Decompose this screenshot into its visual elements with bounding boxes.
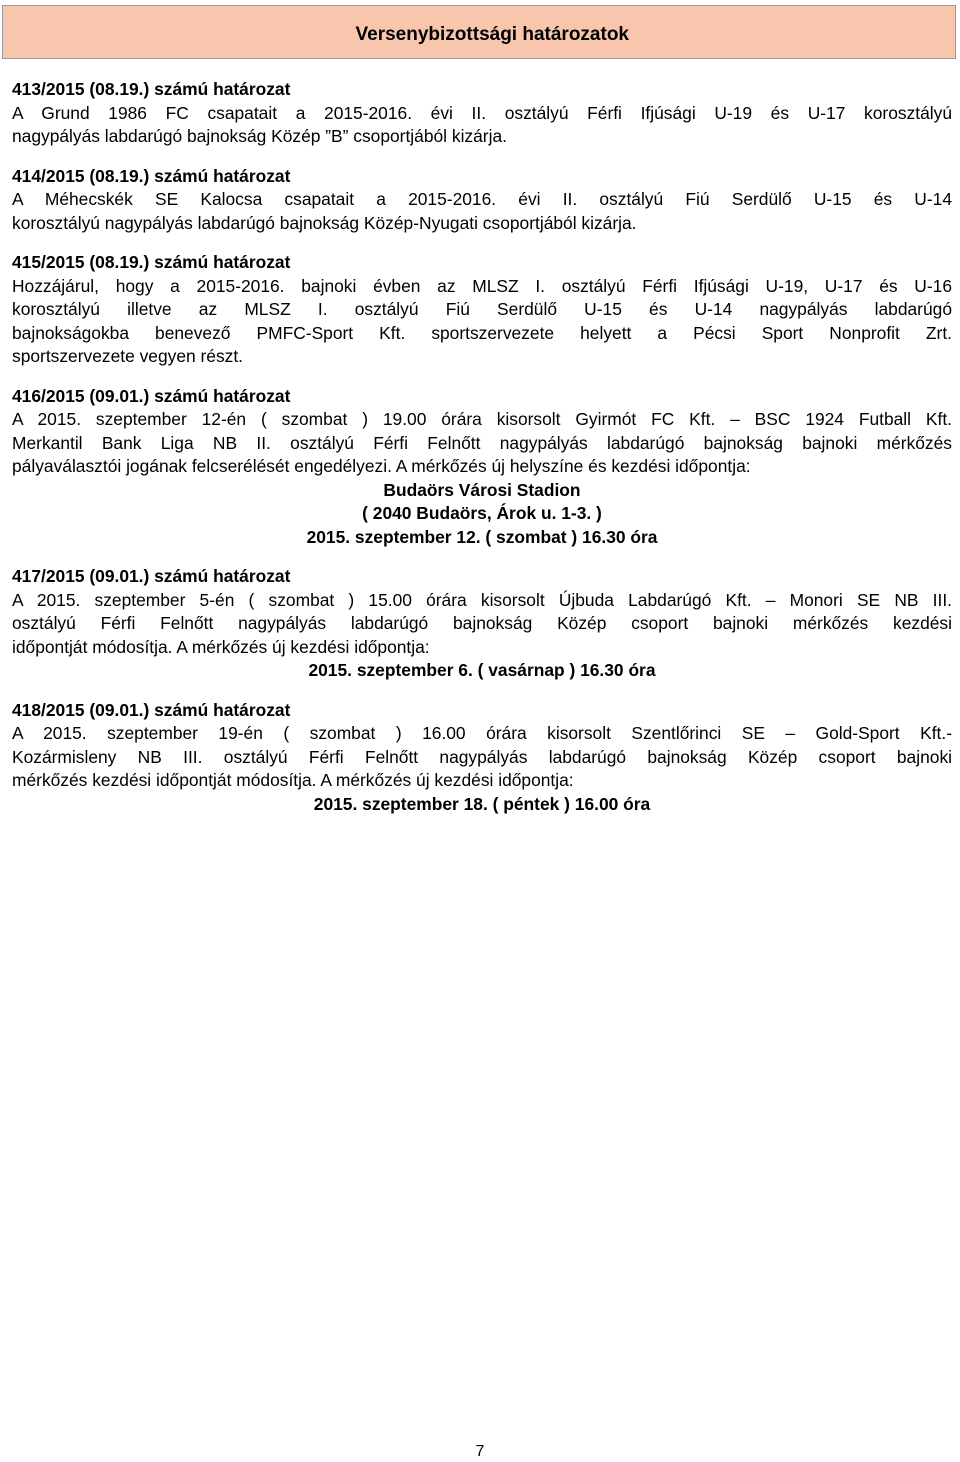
venue-address: ( 2040 Budaörs, Árok u. 1-3. ) (362, 503, 602, 523)
decision-414 (12, 165, 952, 236)
text-line: A Méhecskék SE Kalocsa csapatait a 2015-2016. évi II. osztályú Fiú Serdülő U-15 és U-14 (12, 189, 952, 209)
decision-413 (12, 78, 952, 149)
text-line: Hozzájárul, hogy a 2015-2016. bajnoki évben az MLSZ I. osztályú Férfi Ifjúsági U-19, U-17 és U-16 (12, 275, 952, 296)
decision-heading: 415/2015 (08.19.) számú határozat (12, 252, 291, 272)
text-line: mérkőzés kezdési időpontját módosítja. A mérkőzés új kezdési időpontja: (12, 770, 574, 790)
text-line: korosztályú illetve az MLSZ I. osztályú Fiú Serdülő U-15 és U-14 nagypályás labdarúgó (12, 299, 952, 319)
decision-417 (12, 565, 952, 683)
text-line: A 2015. szeptember 5-én ( szombat ) 15.00 órára kisorsolt Újbuda Labdarúgó Kft. – Monori SE NB III. (12, 589, 952, 610)
new-kickoff-time: 2015. szeptember 18. ( péntek ) 16.00 óra (313, 793, 651, 814)
decision-heading: 416/2015 (09.01.) számú határozat (12, 385, 291, 406)
venue-name: Budaörs Városi Stadion (383, 479, 581, 500)
decision-text (12, 102, 952, 149)
text-line: A Grund 1986 FC csapatait a 2015-2016. évi II. osztályú Férfi Ifjúsági U-19 és U-17 korosztályú (12, 102, 952, 123)
text-line: A 2015. szeptember 19-én ( szombat ) 16.00 órára kisorsolt Szentlőrinci SE – Gold-Sport Kft.- (12, 723, 952, 743)
decision-text (12, 188, 952, 235)
page-number: 7 (475, 1443, 485, 1460)
text-line: bajnokságokba benevező PMFC-Sport Kft. sportszervezete helyett a Pécsi Sport Nonprofit Zrt. (12, 322, 952, 343)
decision-416 (12, 385, 952, 550)
decision-text (12, 408, 952, 479)
document-body (12, 78, 952, 832)
text-line: sportszervezete vegyen részt. (12, 346, 244, 366)
decision-heading: 414/2015 (08.19.) számú határozat (12, 165, 291, 186)
text-line: korosztályú nagypályás labdarúgó bajnokság Közép-Nyugati csoportjából kizárja. (12, 212, 637, 233)
decision-415 (12, 251, 952, 369)
decision-text (12, 275, 952, 369)
decision-heading: 413/2015 (08.19.) számú határozat (12, 79, 291, 99)
text-line: Merkantil Bank Liga NB II. osztályú Férfi Felnőtt nagypályás labdarúgó bajnokság bajnoki mérkőzés (12, 432, 952, 453)
text-line: osztályú Férfi Felnőtt nagypályás labdarúgó bajnokság Közép csoport bajnoki mérkőzés kezdési (12, 613, 952, 633)
decision-418 (12, 699, 952, 817)
decision-heading: 418/2015 (09.01.) számú határozat (12, 699, 291, 720)
header-title: Versenybizottsági határozatok (355, 24, 629, 45)
text-line: időpontját módosítja. A mérkőzés új kezdési időpontja: (12, 636, 430, 657)
decision-heading: 417/2015 (09.01.) számú határozat (12, 566, 291, 586)
text-line: A 2015. szeptember 12-én ( szombat ) 19.00 órára kisorsolt Gyirmót FC Kft. – BSC 1924 Futball Kft. (12, 409, 952, 429)
text-line: pályaválasztói jogának felcserélését engedélyezi. A mérkőzés új helyszíne és kezdési időpontja: (12, 456, 751, 476)
decision-text (12, 722, 952, 793)
text-line: nagypályás labdarúgó bajnokság Közép ”B” csoportjából kizárja. (12, 126, 507, 146)
decision-text (12, 589, 952, 660)
text-line: Kozármisleny NB III. osztályú Férfi Felnőtt nagypályás labdarúgó bajnokság Közép csoport bajnoki (12, 746, 952, 767)
new-kickoff-time: 2015. szeptember 6. ( vasárnap ) 16.30 óra (308, 660, 656, 680)
header-bar (2, 5, 956, 59)
new-kickoff-time: 2015. szeptember 12. ( szombat ) 16.30 óra (306, 526, 658, 547)
